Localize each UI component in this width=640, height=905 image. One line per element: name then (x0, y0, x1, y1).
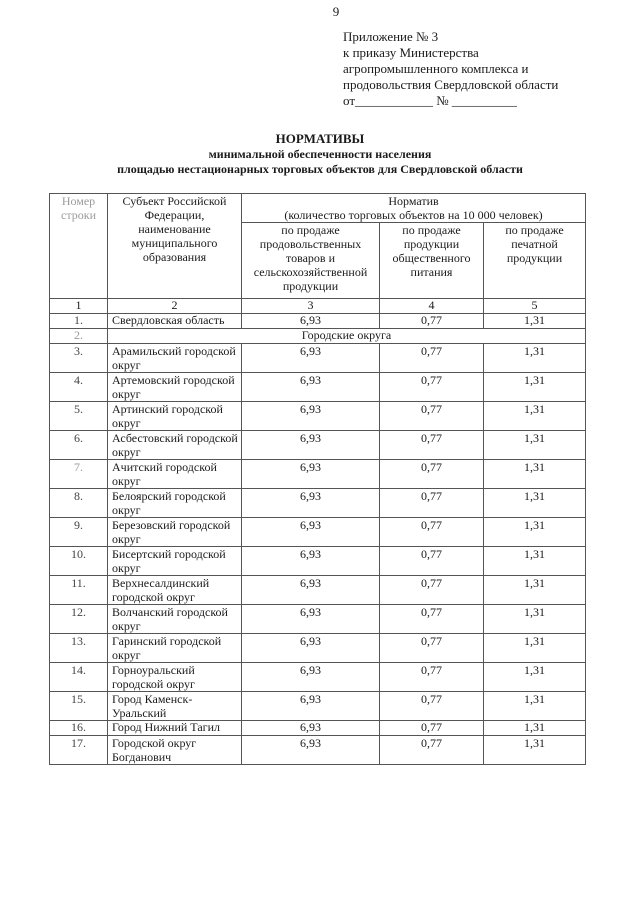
row-name: Волчанский городской округ (108, 605, 242, 634)
header-catering: по продаже продукции общественного питания (380, 223, 484, 299)
column-number: 1 (50, 299, 108, 314)
row-print-value: 1,31 (484, 431, 586, 460)
row-name: Березовский городской округ (108, 518, 242, 547)
row-name: Свердловская область (108, 314, 242, 329)
row-print-value: 1,31 (484, 605, 586, 634)
appendix-line: продовольствия Свердловской области (343, 77, 559, 92)
document-title (0, 131, 640, 177)
row-print-value: 1,31 (484, 576, 586, 605)
row-catering-value: 0,77 (380, 402, 484, 431)
row-number: 16. (50, 721, 108, 736)
row-name: Город Нижний Тагил (108, 721, 242, 736)
row-print-value: 1,31 (484, 402, 586, 431)
row-name: Город Каменск-Уральский (108, 692, 242, 721)
row-number: 5. (50, 402, 108, 431)
table-row (50, 605, 586, 634)
row-print-value: 1,31 (484, 692, 586, 721)
row-food-value: 6,93 (242, 605, 380, 634)
row-catering-value: 0,77 (380, 634, 484, 663)
table-row (50, 692, 586, 721)
row-name: Городской округ Богданович (108, 736, 242, 765)
row-food-value: 6,93 (242, 373, 380, 402)
table-row (50, 576, 586, 605)
row-print-value: 1,31 (484, 314, 586, 329)
row-name: Белоярский городской округ (108, 489, 242, 518)
column-numbers-row (50, 299, 586, 314)
row-catering-value: 0,77 (380, 663, 484, 692)
row-name: Верхнесалдинский городской округ (108, 576, 242, 605)
table-row (50, 402, 586, 431)
row-number: 11. (50, 576, 108, 605)
row-catering-value: 0,77 (380, 431, 484, 460)
row-number: 9. (50, 518, 108, 547)
column-number: 4 (380, 299, 484, 314)
header-norm (242, 194, 586, 223)
appendix-line: Приложение № 3 (343, 29, 439, 44)
title-subtitle: площадью нестационарных торговых объектов для Свердловской области (117, 162, 523, 176)
row-name: Гаринский городской округ (108, 634, 242, 663)
row-name: Артинский городской округ (108, 402, 242, 431)
row-food-value: 6,93 (242, 344, 380, 373)
row-number: 1. (50, 314, 108, 329)
norms-table (49, 193, 586, 765)
row-catering-value: 0,77 (380, 605, 484, 634)
row-name: Арамильский городской округ (108, 344, 242, 373)
row-print-value: 1,31 (484, 518, 586, 547)
row-catering-value: 0,77 (380, 721, 484, 736)
table-row (50, 489, 586, 518)
row-name: Артемовский городской округ (108, 373, 242, 402)
row-catering-value: 0,77 (380, 314, 484, 329)
row-number: 2. (50, 329, 108, 344)
column-number: 2 (108, 299, 242, 314)
section-row (50, 329, 586, 344)
header-print: по продаже печатной продукции (484, 223, 586, 299)
row-number: 4. (50, 373, 108, 402)
row-food-value: 6,93 (242, 692, 380, 721)
header-norm-title: Норматив (388, 194, 439, 208)
row-food-value: 6,93 (242, 736, 380, 765)
row-number: 17. (50, 736, 108, 765)
section-label: Городские округа (108, 329, 586, 344)
row-food-value: 6,93 (242, 489, 380, 518)
row-name: Горноуральский городской округ (108, 663, 242, 692)
row-food-value: 6,93 (242, 402, 380, 431)
row-food-value: 6,93 (242, 431, 380, 460)
row-print-value: 1,31 (484, 547, 586, 576)
row-catering-value: 0,77 (380, 344, 484, 373)
row-food-value: 6,93 (242, 460, 380, 489)
row-catering-value: 0,77 (380, 518, 484, 547)
row-food-value: 6,93 (242, 547, 380, 576)
row-food-value: 6,93 (242, 663, 380, 692)
row-print-value: 1,31 (484, 663, 586, 692)
row-food-value: 6,93 (242, 518, 380, 547)
row-print-value: 1,31 (484, 721, 586, 736)
row-number: 6. (50, 431, 108, 460)
table-row (50, 518, 586, 547)
table-row (50, 721, 586, 736)
row-print-value: 1,31 (484, 344, 586, 373)
table-row (50, 460, 586, 489)
row-print-value: 1,31 (484, 373, 586, 402)
row-food-value: 6,93 (242, 576, 380, 605)
table-row (50, 431, 586, 460)
table-row (50, 314, 586, 329)
row-food-value: 6,93 (242, 634, 380, 663)
page-number: 9 (332, 4, 340, 19)
row-number: 12. (50, 605, 108, 634)
row-name: Асбестовский городской округ (108, 431, 242, 460)
title-subtitle: минимальной обеспеченности населения (208, 147, 432, 161)
row-number: 7. (50, 460, 108, 489)
table-row (50, 344, 586, 373)
row-number: 3. (50, 344, 108, 373)
appendix-line: агропромышленного комплекса и (343, 61, 529, 76)
row-number: 14. (50, 663, 108, 692)
row-catering-value: 0,77 (380, 489, 484, 518)
row-number: 13. (50, 634, 108, 663)
row-catering-value: 0,77 (380, 736, 484, 765)
row-catering-value: 0,77 (380, 692, 484, 721)
row-print-value: 1,31 (484, 634, 586, 663)
header-food: по продаже продовольственных товаров и сельскохозяйственной продукции (242, 223, 380, 299)
row-print-value: 1,31 (484, 489, 586, 518)
header-subject: Субъект Российской Федерации, наименование муниципального образования (108, 194, 242, 299)
row-food-value: 6,93 (242, 721, 380, 736)
row-number: 15. (50, 692, 108, 721)
row-name: Ачитский городской округ (108, 460, 242, 489)
title-main: НОРМАТИВЫ (275, 131, 365, 146)
header-row-number: Номер строки (50, 194, 108, 299)
appendix-line: к приказу Министерства (343, 45, 479, 60)
table-row (50, 634, 586, 663)
row-number: 10. (50, 547, 108, 576)
row-catering-value: 0,77 (380, 576, 484, 605)
appendix-date-number-line: от____________ № __________ (343, 93, 517, 108)
row-name: Бисертский городской округ (108, 547, 242, 576)
column-number: 3 (242, 299, 380, 314)
row-catering-value: 0,77 (380, 460, 484, 489)
row-catering-value: 0,77 (380, 373, 484, 402)
row-food-value: 6,93 (242, 314, 380, 329)
row-catering-value: 0,77 (380, 547, 484, 576)
column-number: 5 (484, 299, 586, 314)
table-row (50, 663, 586, 692)
table-row (50, 547, 586, 576)
table-row (50, 373, 586, 402)
row-print-value: 1,31 (484, 736, 586, 765)
row-number: 8. (50, 489, 108, 518)
row-print-value: 1,31 (484, 460, 586, 489)
table-row (50, 736, 586, 765)
header-norm-subtitle: (количество торговых объектов на 10 000 человек) (284, 208, 543, 222)
appendix-block (343, 29, 633, 109)
